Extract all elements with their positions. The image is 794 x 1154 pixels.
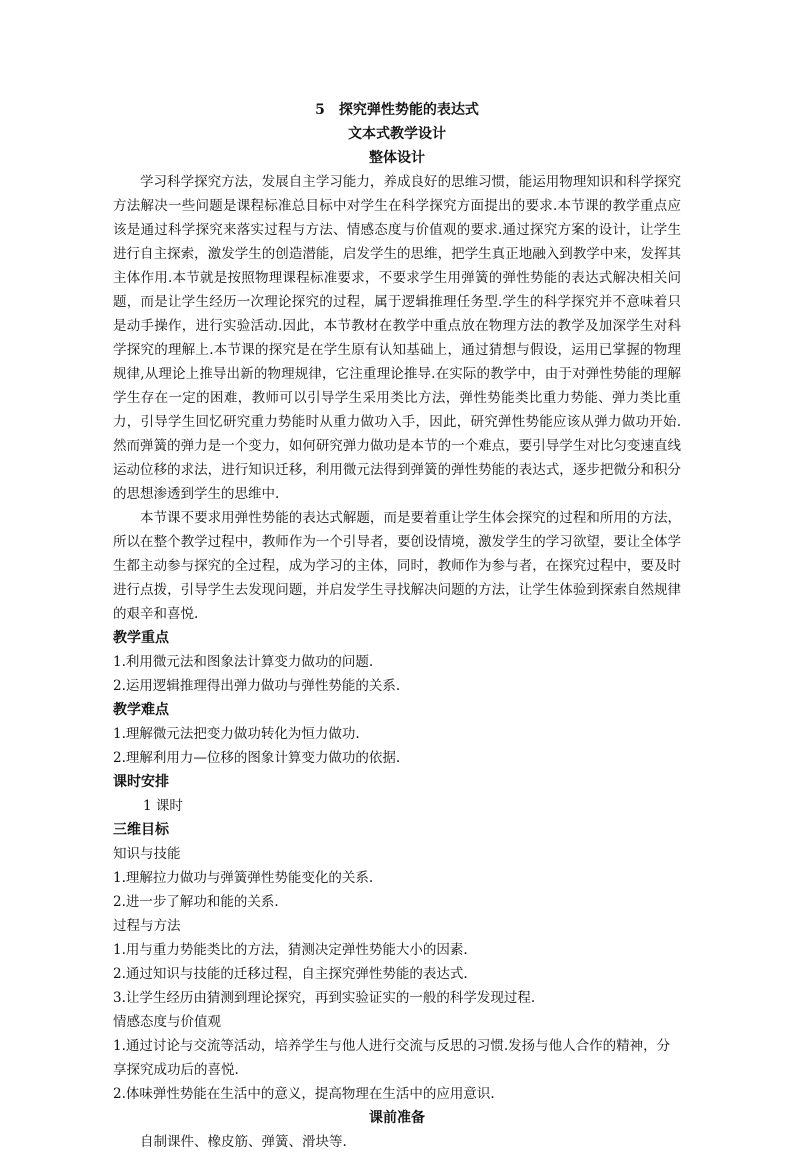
overall-design-heading: 整体设计 (369, 150, 425, 166)
objective-item: 2.通过知识与技能的迁移过程，自主探究弹性势能的表达式. (113, 966, 468, 982)
document-page (113, 98, 681, 1154)
key-points-heading: 教学重点 (113, 630, 169, 646)
objective-item: 1.通过讨论与交流等活动，培养学生与他人进行交流与反思的习惯.发扬与他人合作的精神，分享探究成功后的喜悦. (113, 1038, 671, 1078)
emotion-label: 情感态度与价值观 (113, 1014, 221, 1030)
document-subtitle: 文本式教学设计 (348, 126, 446, 142)
process-label: 过程与方法 (113, 918, 181, 934)
preparation-text: 自制课件、橡皮筋、弹簧、滑块等. (140, 1134, 347, 1150)
difficulty-item: 1.理解微元法把变力做功转化为恒力做功. (113, 726, 360, 742)
paragraph-1: 学习科学探究方法，发展自主学习能力，养成良好的思维习惯，能运用物理知识和科学探究方法解决一些问题是课程标准总目标中对学生在科学探究方面提出的要求.本节课的教学重点应该是通过科学探究来落实过程与方法、情感态度与价值观的要求.通过探究方案的设计，让学生进行自主探索，激发学生的创造潜能，启发学生的思维，把学生真正地融入到教学中来，发挥其主体作用.本节就是按照物理课程标准要求，不要求学生用弹簧的弹性势能的表达式解决相关问题，而是让学生经历一次理论探究的过程，属于逻辑推理任务型.学生的科学探究并不意味着只是动手操作，进行实验活动.因此，本节教材在教学中重点放在物理方法的教学及加深学生对科学探究的理解上.本节课的探究是在学生原有认知基础上，通过猜想与假设，运用已掌握的物理规律,从理论上推导出新的物理规律，它注重理论推导.在实际的教学中，由于对弹性势能的理解学生存在一定的困难，教师可以引导学生采用类比方法，弹性势能类比重力势能、弹力类比重力，引导学生回忆研究重力势能时从重力做功入手，因此，研究弹性势能应该从弹力做功开始.然而弹簧的弹力是一个变力，如何研究弹力做功是本节的一个难点，要引导学生对比匀变速直线运动位移的求法，进行知识迁移，利用微元法得到弹簧的弹性势能的表达式，逐步把微分和积分的思想渗透到学生的思维中. (113, 174, 681, 502)
paragraph-2: 本节课不要求用弹性势能的表达式解题，而是要着重让学生体会探究的过程和所用的方法，所以在整个教学过程中，教师作为一个引导者，要创设情境，激发学生的学习欲望，要让全体学生都主动参与探究的全过程，成为学习的主体，同时，教师作为参与者，在探究过程中，要及时进行点拨，引导学生去发现问题，并启发学生寻找解决问题的方法，让学生体验到探索自然规律的艰辛和喜悦. (113, 510, 681, 622)
objective-item: 3.让学生经历由猜测到理论探究，再到实验证实的一般的科学发现过程. (113, 990, 536, 1006)
schedule-heading: 课时安排 (113, 774, 169, 790)
difficulty-item: 2.理解利用力—位移的图象计算变力做功的依据. (113, 750, 401, 766)
difficulties-heading: 教学难点 (113, 702, 169, 718)
document-title: 5 探究弹性势能的表达式 (315, 102, 479, 118)
key-point-item: 2.运用逻辑推理得出弹力做功与弹性势能的关系. (113, 678, 401, 694)
knowledge-label: 知识与技能 (113, 846, 181, 862)
objective-item: 1.理解拉力做功与弹簧弹性势能变化的关系. (113, 870, 374, 886)
key-point-item: 1.利用微元法和图象法计算变力做功的问题. (113, 654, 374, 670)
objective-item: 2.进一步了解功和能的关系. (113, 894, 279, 910)
objective-item: 2.体味弹性势能在生活中的意义，提高物理在生活中的应用意识. (113, 1086, 495, 1102)
schedule-text: 1 课时 (143, 798, 183, 814)
objectives-heading: 三维目标 (113, 822, 169, 838)
preparation-heading: 课前准备 (369, 1110, 425, 1126)
objective-item: 1.用与重力势能类比的方法，猜测决定弹性势能大小的因素. (113, 942, 468, 958)
